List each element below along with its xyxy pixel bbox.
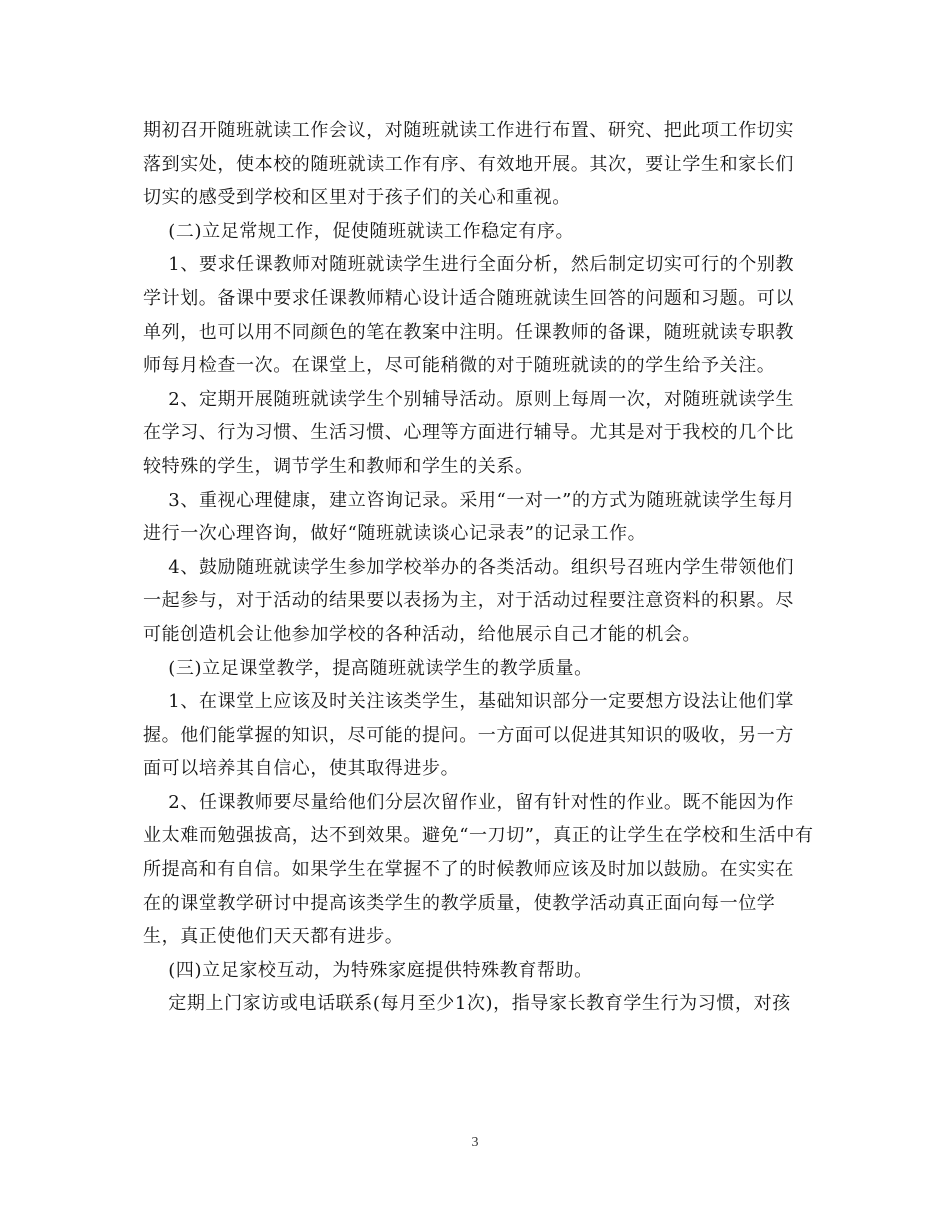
text-line: 单列，也可以用不同颜色的笔在教案中注明。任课教师的备课，随班就读专职教 [143,321,794,343]
section-heading: (四)立足家校互动，为特殊家庭提供特殊教育帮助。 [143,959,593,981]
text-line: 在的课堂教学研讨中提高该类学生的教学质量，使教学活动真正面向每一位学 [143,892,776,914]
text-line: 1、在课堂上应该及时关注该类学生，基础知识部分一定要想方设法让他们掌 [143,691,795,713]
text-line: 所提高和有自信。如果学生在掌握不了的时候教师应该及时加以鼓励。在实实在 [143,859,794,881]
text-line: 一起参与，对于活动的结果要以表扬为主，对于活动过程要注意资料的积累。尽 [143,590,794,612]
text-line: 3、重视心理健康，建立咨询记录。采用“一对一”的方式为随班就读学生每月 [143,489,796,511]
text-line: 落到实处，使本校的随班就读工作有序、有效地开展。其次，要让学生和家长们 [143,153,794,175]
section-heading: (三)立足课堂教学，提高随班就读学生的教学质量。 [143,657,593,679]
text-line: 学计划。备课中要求任课教师精心设计适合随班就读生回答的问题和习题。可以 [143,287,794,309]
text-line: 1、要求任课教师对随班就读学生进行全面分析，然后制定切实可行的个别教 [143,254,795,276]
text-line: 切实的感受到学校和区里对于孩子们的关心和重视。 [143,187,571,209]
text-line: 握。他们能掌握的知识，尽可能的提问。一方面可以促进其知识的吸收，另一方 [143,724,794,746]
text-line: 在学习、行为习惯、生活习惯、心理等方面进行辅导。尤其是对于我校的几个比 [143,422,794,444]
text-line: 2、定期开展随班就读学生个别辅导活动。原则上每周一次，对随班就读学生 [143,388,795,410]
text-line: 4、鼓励随班就读学生参加学校举办的各类活动。组织号召班内学生带领他们 [143,556,795,578]
text-line: 期初召开随班就读工作会议，对随班就读工作进行布置、研究、把此项工作切实 [143,120,794,141]
text-line: 进行一次心理咨询，做好“随班就读谈心记录表”的记录工作。 [143,523,647,545]
text-line: 定期上门家访或电话联系(每月至少1次)，指导家长教育学生行为习惯，对孩 [143,993,791,1015]
text-line: 师每月检查一次。在课堂上，尽可能稍微的对于随班就读的的学生给予关注。 [143,355,776,377]
text-line: 面可以培养其自信心，使其取得进步。 [143,758,460,780]
text-line: 2、任课教师要尽量给他们分层次留作业，留有针对性的作业。既不能因为作 [143,791,795,813]
section-heading: (二)立足常规工作，促使随班就读工作稳定有序。 [143,220,575,242]
text-line: 可能创造机会让他参加学校的各种活动，给他展示自己才能的机会。 [143,623,701,645]
body-text [143,114,823,1021]
page-number: 3 [471,1135,479,1150]
text-line: 业太难而勉强拔高，达不到效果。避免“一刀切”，真正的让学生在学校和生活中有 [143,825,814,847]
text-line: 较特殊的学生，调节学生和教师和学生的关系。 [143,455,534,477]
text-line: 生，真正使他们天天都有进步。 [143,926,404,948]
